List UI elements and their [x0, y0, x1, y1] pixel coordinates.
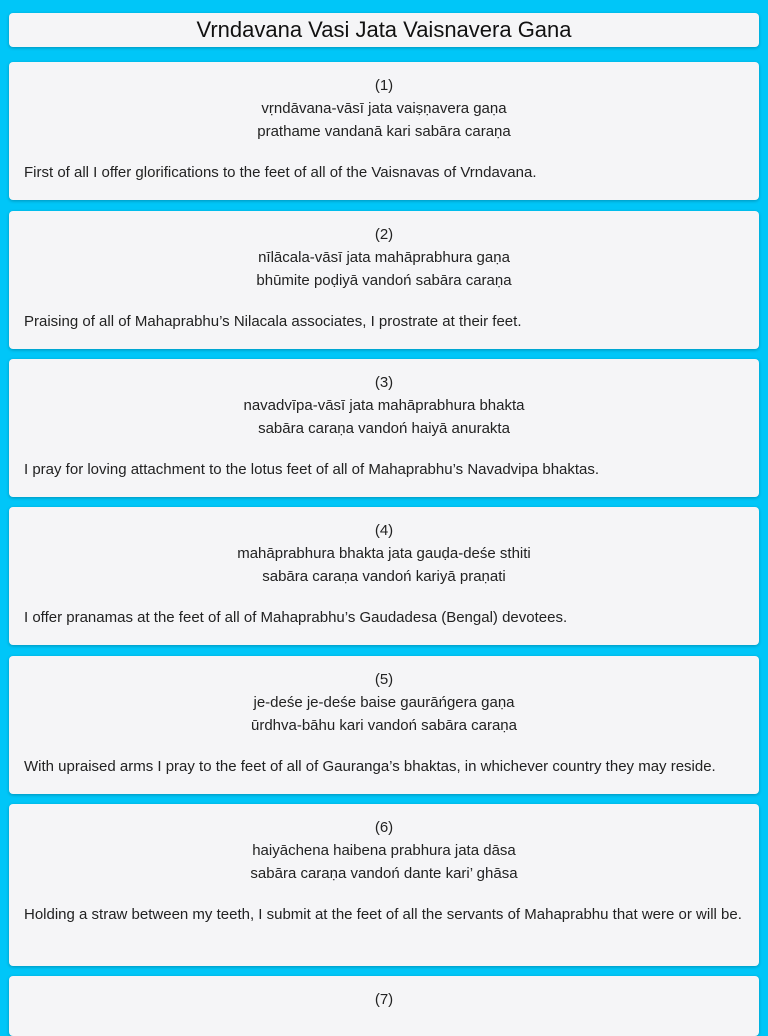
verse-line-2: bhūmite poḍiyā vandoń sabāra caraṇa	[256, 272, 512, 289]
verse-card-5	[9, 656, 759, 794]
verse-line-1: vṛndāvana-vāsī jata vaiṣṇavera gaṇa	[261, 100, 507, 117]
verse-card-4	[9, 507, 759, 645]
verse-number: (6)	[374, 819, 394, 836]
verse-translation: Praising of all of Mahaprabhu’s Nilacala associates, I prostrate at their feet.	[24, 313, 522, 330]
verse-number: (7)	[374, 991, 394, 1008]
verse-line-2: prathame vandanā kari sabāra caraṇa	[257, 123, 511, 140]
verse-card-6	[9, 804, 759, 966]
verse-translation: I offer pranamas at the feet of all of Mahaprabhu’s Gaudadesa (Bengal) devotees.	[24, 609, 568, 626]
verse-translation: Holding a straw between my teeth, I submit at the feet of all the servants of Mahaprabhu that were or will be.	[24, 906, 742, 923]
verse-line-2: sabāra caraṇa vandoń kariyā praṇati	[262, 568, 506, 585]
verse-line-2: sabāra caraṇa vandoń dante kari’ ghāsa	[250, 865, 518, 882]
verse-card-2	[9, 211, 759, 349]
verse-translation: With upraised arms I pray to the feet of all of Gauranga’s bhaktas, in whichever country they may reside.	[24, 758, 716, 775]
verse-line-1: nīlācala-vāsī jata mahāprabhura gaṇa	[258, 249, 510, 266]
verse-line-1: mahāprabhura bhakta jata gauḍa-deśe sthiti	[237, 545, 531, 562]
verse-card-7	[9, 976, 759, 1036]
verse-number: (2)	[374, 226, 394, 243]
verse-translation: First of all I offer glorifications to the feet of all of the Vaisnavas of Vrndavana.	[24, 164, 537, 181]
verse-line-1: navadvīpa-vāsī jata mahāprabhura bhakta	[243, 397, 525, 414]
verse-card-3	[9, 359, 759, 497]
verse-line-1: haiyāchena haibena prabhura jata dāsa	[252, 842, 516, 859]
verse-number: (3)	[374, 374, 394, 391]
verse-line-1: je-deśe je-deśe baise gaurāńgera gaṇa	[253, 694, 515, 711]
verse-line-2: sabāra caraṇa vandoń haiyā anurakta	[258, 420, 510, 437]
verse-translation: I pray for loving attachment to the lotus feet of all of Mahaprabhu’s Navadvipa bhaktas.	[24, 461, 600, 478]
verse-line-2: ūrdhva-bāhu kari vandoń sabāra caraṇa	[250, 717, 517, 734]
verse-number: (5)	[374, 671, 394, 688]
verse-number: (1)	[374, 77, 394, 94]
page-title: Vrndavana Vasi Jata Vaisnavera Gana	[9, 13, 759, 47]
verse-number: (4)	[374, 522, 394, 539]
verse-card-1	[9, 62, 759, 200]
